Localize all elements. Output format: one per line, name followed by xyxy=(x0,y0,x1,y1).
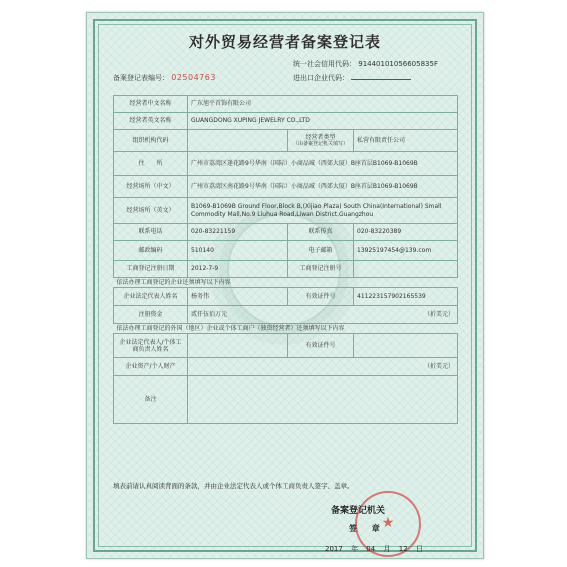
premises-cn-label: 经营场所（中文） xyxy=(114,176,188,198)
capital-label: 注册资金 xyxy=(114,306,188,324)
premises-en-label: 经营场所（英文） xyxy=(114,198,188,224)
postcode-label: 邮政编码 xyxy=(114,241,188,261)
type-label-cell xyxy=(288,130,354,152)
fax-value: 020-83220389 xyxy=(354,224,458,241)
table-row xyxy=(114,96,458,113)
unified-code-value: 91440101056605835F xyxy=(358,60,438,68)
section1-heading: 依法办理工商登记的企业还须填写以下内容 xyxy=(116,279,231,286)
phone-value: 020-83221159 xyxy=(188,224,288,241)
fax-label: 联系传真 xyxy=(288,224,354,241)
ie-code-label: 进出口企业代码： xyxy=(293,74,349,82)
date-month: 04 xyxy=(366,545,376,553)
declaration-statement: 填表前请认真阅读背面的条款，并由企业法定代表人或个体工商负责人签字、盖章。 xyxy=(113,482,354,490)
table-row xyxy=(114,358,458,376)
org-code-label: 组织机构代码 xyxy=(114,130,188,152)
registration-form-sheet xyxy=(86,12,484,559)
capital-currency: （折美元） xyxy=(424,311,455,319)
foreign-rep-label: 企业法定代表人/个体工商负责人姓名 xyxy=(114,334,188,358)
date-day-suffix: 日 xyxy=(415,545,423,553)
assets-cell xyxy=(188,358,458,376)
table-row xyxy=(114,288,458,306)
type-sub-label: （由备案登记机关填写） xyxy=(292,141,348,148)
table-row xyxy=(114,224,458,241)
section-heading-row xyxy=(114,278,458,288)
table-row xyxy=(114,241,458,261)
name-en-label: 经营者英文名称 xyxy=(114,113,188,130)
registration-table xyxy=(113,95,458,424)
issue-date xyxy=(325,544,429,554)
premises-en-value: B1069-B1069B Ground Floor,Block B,(Xijiao Plaza) South China(International) Small Commodity Mall,No.9 Liuhua Road,Liwan District,Guangzhou xyxy=(188,198,458,224)
table-row xyxy=(114,130,458,152)
sign-label: 签 xyxy=(349,524,357,533)
address-value: 广州市荔湾区逢花路9号华南（国际）小商品城（西郊大厦）B座首层B1069-B1069B xyxy=(188,152,458,176)
seal-star-icon: ★ xyxy=(381,515,395,531)
name-en-value: GUANGDONG XUPING JEWELRY CO.,LTD xyxy=(188,113,458,130)
premises-cn-value: 广州市荔湾区南花路9号华南（国际）小商品城（西郊大厦）B座首层B1069-B1069B xyxy=(188,176,458,198)
foreign-id-value xyxy=(354,334,458,358)
date-month-suffix: 月 xyxy=(383,545,391,553)
remarks-value xyxy=(188,376,458,424)
assets-label: 企业资产/个人财产 xyxy=(114,358,188,376)
postcode-value: 510140 xyxy=(188,241,288,261)
unified-code-label: 统一社会信用代码： xyxy=(293,60,356,68)
date-day: 12 xyxy=(398,545,408,553)
section2-heading: 依法办理工商登记的外国（地区）企业或个体工商户（独资经营者）还须填写以下内容 xyxy=(116,325,345,333)
reg-no2-label: 工商登记注册号 xyxy=(288,261,354,278)
table-row xyxy=(114,176,458,198)
table-row xyxy=(114,376,458,424)
table-row xyxy=(114,261,458,278)
unified-code-row xyxy=(293,59,438,69)
email-label: 电子邮箱 xyxy=(288,241,354,261)
reg-no2-value xyxy=(354,261,458,278)
id-no-value: 411223157902165539 xyxy=(354,288,458,306)
date-year: 2017 xyxy=(325,545,343,553)
name-cn-label: 经营者中文名称 xyxy=(114,96,188,113)
rep-name-value: 杨务伟 xyxy=(188,288,288,306)
section-heading-row xyxy=(114,324,458,334)
authority-label: 备案登记机关 xyxy=(331,506,386,516)
form-title: 对外贸易经营者备案登记表 xyxy=(188,33,381,51)
assets-currency: （折美元） xyxy=(424,363,455,371)
table-row xyxy=(114,198,458,224)
reg-date-label: 工商登记注册日期 xyxy=(114,261,188,278)
foreign-id-label: 有效证件号 xyxy=(288,334,354,358)
rep-name-label: 企业法定代表人姓名 xyxy=(114,288,188,306)
address-label: 住 所 xyxy=(114,152,188,176)
table-row xyxy=(114,152,458,176)
sign-seal-label xyxy=(343,523,386,534)
remarks-label: 备注 xyxy=(114,376,188,424)
seal-label: 章 xyxy=(371,524,380,533)
capital-value: 贰仟伍佰万元 xyxy=(191,311,228,319)
foreign-rep-value xyxy=(188,334,288,358)
ie-code-value xyxy=(351,79,411,80)
type-value: 私营有限责任公司 xyxy=(354,130,458,152)
phone-label: 联系电话 xyxy=(114,224,188,241)
email-value: 13925197454@139.com xyxy=(354,241,458,261)
capital-cell xyxy=(188,306,458,324)
type-label: 经营者类型 xyxy=(305,133,336,141)
reg-no-row xyxy=(113,73,216,83)
table-row xyxy=(114,113,458,130)
table-row xyxy=(114,334,458,358)
ie-code-row xyxy=(293,73,411,83)
name-cn-value: 广东旭平首饰有限公司 xyxy=(188,96,458,113)
reg-no-value: 02504763 xyxy=(171,73,216,82)
table-row xyxy=(114,306,458,324)
reg-date-value: 2012-7-9 xyxy=(188,261,288,278)
id-no-label: 有效证件号 xyxy=(288,288,354,306)
reg-no-label: 备案登记表编号： xyxy=(113,74,169,82)
date-year-suffix: 年 xyxy=(351,545,359,553)
org-code-value xyxy=(188,130,288,152)
